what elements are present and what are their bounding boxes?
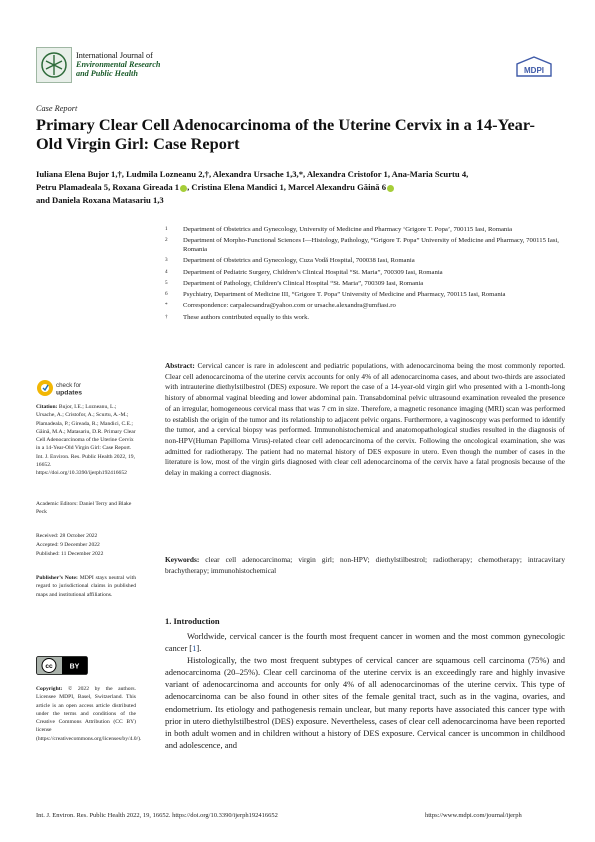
orcid-icon[interactable] xyxy=(387,185,394,192)
affiliation-item xyxy=(165,269,565,278)
check-for-updates-button[interactable] xyxy=(36,378,96,398)
intro-p1-end: ]. xyxy=(196,643,202,654)
journal-name-line2: Environmental Research xyxy=(76,60,161,70)
publisher-note-label: Publisher’s Note: xyxy=(36,575,78,581)
mdpi-logo-icon xyxy=(515,56,553,78)
affiliation-number: † xyxy=(165,313,168,320)
affiliation-number: 1 xyxy=(165,226,168,232)
check-updates-icon xyxy=(36,378,96,398)
affiliations xyxy=(165,226,565,325)
citation-text: Bujor, I.E.; Lozneanu, L.; Ursache, A.; Cristofor, A.; Scurtu, A.-M.; Plamadeala, P.; Gireada, R.; Mandici, C.E.; Găină, M.A.; Matasariu, D.R. Primary Clear Cell Adenocarcinoma of the Uterine Cervix in a 14-Year-Old Virgin Girl: Case Report. Int. J. Environ. Res. Public Health 2022, 19, 16652. https://doi.org/10.3390/ijerph192416652 xyxy=(36,404,136,477)
author-line-2a: Petru Plamadeala 5, Roxana Gireada 1 xyxy=(36,182,180,192)
check-updates-line2: updates xyxy=(56,389,83,397)
copyright-block xyxy=(36,685,142,743)
affiliation-item xyxy=(165,226,565,235)
affiliation-text: These authors contributed equally to this work. xyxy=(183,313,310,321)
creative-commons-icon xyxy=(36,656,88,675)
author-line-2 xyxy=(36,181,566,194)
correspondence-text[interactable]: Correspondence: carpalecsandra@yahoo.com or ursache.alexandra@umfiasi.ro xyxy=(183,302,396,310)
affiliation-text: Department of Morpho-Functional Sciences I—Histology, Pathology, “Grigore T. Popa” University of Medicine and Pharmacy, 700115 Iasi, Romania xyxy=(183,237,559,253)
journal-name-line3: and Public Health xyxy=(76,69,138,79)
citation-block xyxy=(36,403,136,478)
footer-citation[interactable]: Int. J. Environ. Res. Public Health 2022, 19, 16652. https://doi.org/10.3390/ijerph192416652 xyxy=(36,812,278,819)
check-updates-line1: check for xyxy=(56,382,82,389)
journal-logo xyxy=(36,47,72,83)
publisher-note xyxy=(36,574,136,599)
affiliation-number: * xyxy=(165,302,168,309)
copyright-text: © 2022 by the authors. Licensee MDPI, Basel, Switzerland. This article is an open access article distributed under the terms and conditions of the Creative Commons Attribution (CC BY) license (https://creativecommons.org/licenses/by/4.0/). xyxy=(36,686,142,742)
affiliation-text: Department of Obstetrics and Gynecology, University of Medicine and Pharmacy ‘Grigore T. Popa’, 700115 Iasi, Romania xyxy=(183,226,513,233)
citation-label: Citation: xyxy=(36,404,58,410)
affiliation-text: Department of Obstetrics and Gynecology, Cuza Vodă Hospital, 700038 Iasi, Romania xyxy=(183,257,415,265)
affiliation-number: 4 xyxy=(165,268,168,275)
intro-paragraph-1 xyxy=(165,630,565,654)
copyright-label: Copyright: xyxy=(36,686,63,692)
published-date: Published: 11 December 2022 xyxy=(36,551,104,557)
author-line-3: and Daniela Roxana Matasariu 1,3 xyxy=(36,195,164,205)
abstract-label: Abstract: xyxy=(165,361,195,370)
academic-editors: Academic Editors: Daniel Terry and Blake Peck xyxy=(36,501,132,516)
affiliation-number: 6 xyxy=(165,291,168,298)
section-heading-introduction: 1. Introduction xyxy=(165,616,220,626)
orcid-icon[interactable] xyxy=(180,185,187,192)
reference-link[interactable]: 1 xyxy=(192,643,197,654)
author-line-2b: , Cristina Elena Mandici 1, Marcel Alexandru Găină 6 xyxy=(187,182,386,192)
author-list xyxy=(36,168,566,207)
by-text: BY xyxy=(69,663,80,671)
cc-text: cc xyxy=(45,663,53,670)
abstract-text: Cervical cancer is rare in adolescent and pediatric populations, with adenocarcinoma being the most commonly reported. Clear cell adenocarcinoma of the uterine cervix accounts for only 4% of all adenocarcinoma cases, and about two-thirds are associated with intrauterine diethylstilbestrol (DES) exposure. We report the case of a 14-year-old virgin girl who presented with a 1-month-long history of abnormal vaginal bleeding and lower abdominal pain. Transabdominal pelvic ultrasound examination revealed the presence of an irregular, homogeneous cervical mass that was 7 cm in size. Therefore, a magnetic resonance imaging (MRI) scan was performed to establish the origin of the tumor and its relationship to adjacent pelvic organs. Furthermore, a vaginoscopy was performed to identify the tumor, and a cervical biopsy was performed. Immunohistochemical and anatomopathological studies resulted in the diagnosis of non-HPV(Human Papilloma Virus)-related clear cell adenocarcinoma of the cervix. Following the oncological examination, she was admitted for radiotherapy. The patient had no maternal history of DES exposure in utero. Even though the number of cases in the literature is low, most of the virgin girls diagnosed with clear cell adenocarcinoma of the cervix have a fatal prognosis because of the delay in making a correct diagnosis. xyxy=(165,361,565,478)
intro-paragraph-2: Histologically, the two most frequent subtypes of cervical cancer are squamous cell carcinoma (75%) and adenocarcinoma (20–25%). Clear cell carcinoma of the uterine cervix is an exceedingly rare and highly invasive variant of adenocarcinoma and accounts for only 4% of all adenocarcinomas of the uterine cervix. This type of adenocarcinoma can be also found in other sites of the female genital tract, such as in the vagina, ovaries, and endometrium. Its etiology and pathogenesis remain unclear, but many reports have associated this cancer type with prior in utero diethylstilbestrol (DES) exposure. Nevertheless, cases of clear cell adenocarcinoma have been reported in both adult women and in children without a history of DES exposure. Cervical cancer is uncommon in childhood and adolescence, and xyxy=(165,655,565,750)
affiliation-item xyxy=(165,291,565,300)
journal-name xyxy=(76,51,160,79)
affiliation-number: 2 xyxy=(165,237,168,244)
author-line-1: Iuliana Elena Bujor 1,†, Ludmila Lozneanu 2,†, Alexandra Ursache 1,3,*, Alexandra Cristofor 1, Ana-Maria Scurtu 4, xyxy=(36,169,469,179)
affiliation-item xyxy=(165,280,565,289)
cc-by-license-badge[interactable] xyxy=(36,656,88,675)
article-type: Case Report xyxy=(36,104,78,113)
mdpi-logo xyxy=(515,56,553,78)
affiliation-number: 5 xyxy=(165,279,168,286)
affiliation-item xyxy=(165,257,565,266)
publication-dates xyxy=(36,532,136,559)
equal-contribution-note xyxy=(165,314,565,323)
affiliation-number: 3 xyxy=(165,257,168,264)
keywords xyxy=(165,555,565,576)
affiliation-text: Department of Pathology, Children’s Clinical Hospital “St. Maria”, 700309 Iasi, Romania xyxy=(183,279,424,287)
accepted-date: Accepted: 9 December 2022 xyxy=(36,542,100,548)
received-date: Received: 28 October 2022 xyxy=(36,533,98,539)
journal-logo-icon xyxy=(36,47,72,83)
intro-p1-text: Worldwide, cervical cancer is the fourth most frequent cancer in women and the most common gynecologic cancer [ xyxy=(165,631,565,654)
keywords-text: clear cell adenocarcinoma; virgin girl; non-HPV; diethylstilbestrol; radiotherapy; chemotherapy; intracavitary brachytherapy; immunohistochemical xyxy=(165,555,565,575)
footer-journal-url[interactable]: https://www.mdpi.com/journal/ijerph xyxy=(425,812,522,819)
journal-name-line1: International Journal of xyxy=(76,51,153,60)
affiliation-text: Psychiatry, Department of Medicine III, “Grigore T. Popa” University of Medicine and Pharmacy, 700115 Iasi, Romania xyxy=(183,291,506,299)
keywords-label: Keywords: xyxy=(165,555,200,564)
introduction-body xyxy=(165,630,565,751)
affiliation-text: Department of Pediatric Surgery, Children’s Clinical Hospital “St. Maria”, 700309 Iasi, Romania xyxy=(183,268,443,276)
article-title: Primary Clear Cell Adenocarcinoma of the Uterine Cervix in a 14-Year-Old Virgin Girl: Case Report xyxy=(36,115,535,153)
publisher-note-text: MDPI stays neutral with regard to jurisdictional claims in published maps and institutional affiliations. xyxy=(36,575,136,598)
affiliation-item xyxy=(165,237,565,254)
abstract xyxy=(165,361,565,479)
mdpi-logo-text: MDPI xyxy=(524,66,544,75)
correspondence xyxy=(165,302,565,311)
